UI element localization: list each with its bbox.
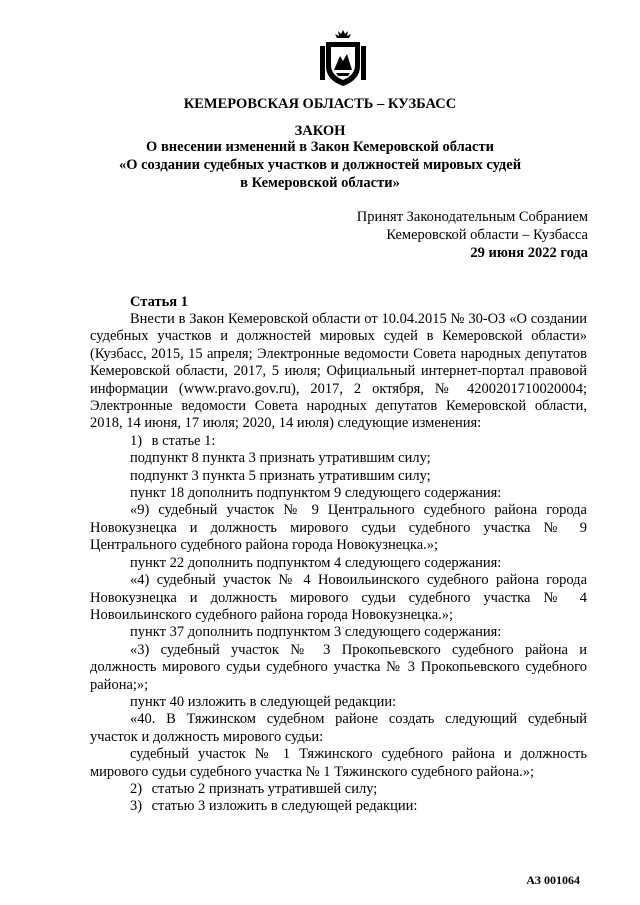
list-item-2 (90, 781, 587, 798)
document-type: ЗАКОН (294, 123, 346, 139)
list-item-1 (90, 433, 587, 450)
adopted-by-line-2: Кемеровской области – Кузбасса (386, 227, 588, 243)
paragraph-subpoint-8: подпункт 8 пункта 3 признать утратившим силу; (130, 450, 431, 467)
paragraph-subpoint-3: подпункт 3 пункта 5 признать утратившим силу; (130, 467, 431, 484)
list-item-2-number: 2) (130, 780, 143, 797)
paragraph-point-18: пункт 18 дополнить подпунктом 9 следующего содержания: (130, 485, 502, 502)
quote-point-40-continued: судебный участок № 1 Тяжинского судебного района и должность мирового судьи судебного участка № 1 Тяжинского судебного района.»; (90, 746, 587, 780)
adopted-date: 29 июня 2022 года (470, 245, 588, 261)
quote-subpoint-4: «4) судебный участок № 4 Новоильинского судебного района города Новокузнецка и должность мирового судьи судебного участка № 4 Новоильинского судебного района города Новокузнецка.»; (90, 572, 587, 623)
list-item-1-number: 1) (130, 432, 143, 449)
paragraph-point-22: пункт 22 дополнить подпунктом 4 следующего содержания: (130, 554, 502, 571)
region-heading: КЕМЕРОВСКАЯ ОБЛАСТЬ – КУЗБАСС (183, 96, 457, 112)
paragraph-point-37: пункт 37 дополнить подпунктом 3 следующего содержания: (130, 624, 502, 641)
quote-point-40: «40. В Тяжинском судебном районе создать следующий судебный участок и должность мирового судьи: (90, 711, 587, 745)
document-subject-line-1: О внесении изменений в Закон Кемеровской области (146, 139, 494, 155)
list-item-1-text: в статье 1: (151, 432, 216, 449)
quote-subpoint-9: «9) судебный участок № 9 Центрального судебного района города Новокузнецка и должность мирового судьи судебного участка № 9 Центрального судебного района города Новокузнецка.»; (90, 502, 587, 554)
document-subject-line-2: «О создании судебных участков и должностей мировых судей (118, 157, 522, 173)
article-intro-paragraph: Внести в Закон Кемеровской области от 10.04.2015 № 30-ОЗ «О создании судебных участков и должностей мировых судей в Кемеровской области» (Кузбасс, 2015, 15 апреля; Электронные ведомости Совета народных депутатов Кемеровской области, 2017, 5 июля; Официальный интернет-портал правовой информации (www.pravo.gov.ru), 2017, 2 октября, № 4200201710020004; Электронные ведомости Совета народных депутатов Кемеровской области, 2018, 14 июня, 17 июля; 2020, 14 июля) следующие изменения: (90, 311, 587, 432)
article-heading: Статья 1 (130, 294, 188, 310)
article-body (90, 311, 587, 816)
coat-of-arms-icon (318, 28, 368, 88)
list-item-3 (90, 798, 587, 815)
serial-number: АЗ 001064 (526, 873, 580, 887)
adopted-by-line-1: Принят Законодательным Собранием (356, 209, 588, 225)
quote-subpoint-3: «3) судебный участок № 3 Прокопьевского судебного района и должность мирового судьи судебного участка № 3 Прокопьевского судебного района;»; (90, 641, 587, 693)
list-item-2-text: статью 2 признать утратившей силу; (151, 780, 378, 797)
list-item-3-number: 3) (130, 798, 143, 815)
document-subject-line-3: в Кемеровской области» (240, 175, 400, 191)
list-item-3-text: статью 3 изложить в следующей редакции: (151, 798, 418, 815)
paragraph-point-40: пункт 40 изложить в следующей редакции: (130, 693, 397, 710)
